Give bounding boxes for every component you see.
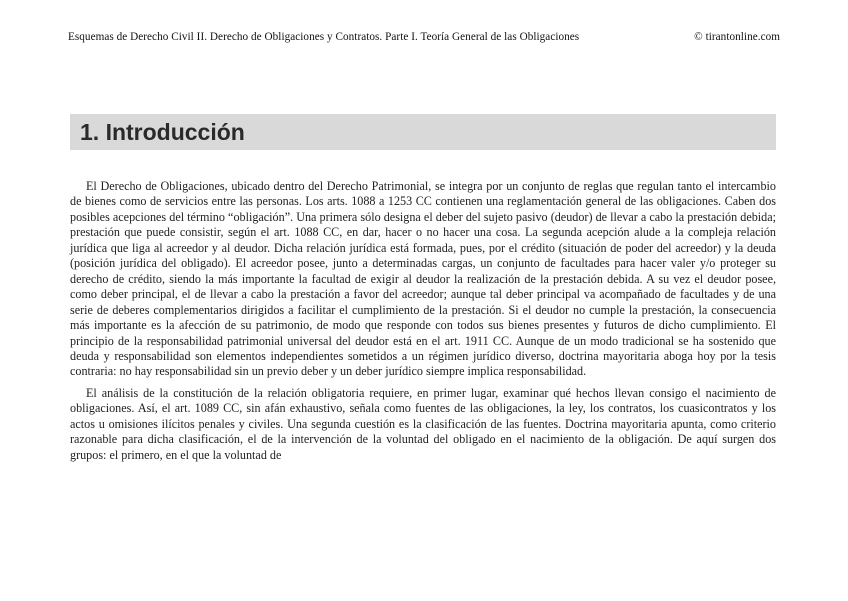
section-heading-band	[70, 114, 776, 150]
running-header	[68, 31, 780, 43]
paragraph: El análisis de la constitución de la relación obligatoria requiere, en primer lugar, examinar qué hechos llevan consigo el nacimiento de obligaciones. Así, el art. 1089 CC, sin afán exhaustivo, señala como fuentes de las obligaciones, la ley, los contratos, los cuasicontratos y los actos u omisiones ilícitos penales y civiles. Una segunda cuestión es la clasificación de las fuentes. Doctrina mayoritaria apunta, como criterio razonable para dicha clasificación, el de la intervención de la voluntad del obligado en el nacimiento de la obligación. De aquí surgen dos grupos: el primero, en el que la voluntad de	[70, 385, 776, 462]
section-title: 1. Introducción	[80, 119, 245, 145]
paragraph: El Derecho de Obligaciones, ubicado dentro del Derecho Patrimonial, se integra por un conjunto de reglas que regulan tanto el intercambio de bienes como de servicios entre las personas. Los arts. 1088 a 1253 CC contienen una reglamentación general de las obligaciones. Caben dos posibles acepciones del término “obligación”. Una primera sólo designa el deber del sujeto pasivo (deudor) de llevar a cabo la prestación debida; prestación que puede consistir, según el art. 1088 CC, en dar, hacer o no hacer una cosa. La segunda acepción alude a la compleja relación jurídica que liga al acreedor y al deudor. Dicha relación jurídica está formada, pues, por el crédito (situación de poder del acreedor) y la deuda (posición jurídica del obligado). El acreedor posee, junto a determinadas cargas, un conjunto de facultades para hacer valer y/o proteger su derecho de crédito, siendo la más importante la facultad de exigir al deudor la realización de la prestación debida. A su vez el deudor posee, como deber principal, el de llevar a cabo la prestación a favor del acreedor; aunque tal deber principal va acompañado de facultades y de una serie de deberes complementarios dirigidos a facilitar el cumplimiento de la prestación. Si el deudor no cumple la prestación, la consecuencia más importante es la afección de su patrimonio, de modo que responde con todos sus bienes presentes y futuros de dicho cumplimiento. El principio de la responsabilidad patrimonial universal del deudor está en el art. 1911 CC. Aunque de un modo tradicional se ha sostenido que deuda y responsabilidad son elementos independientes sometidos a un régimen jurídico diverso, doctrina mayoritaria aboga hoy por la tesis contraria: no hay responsabilidad sin un previo deber y un deber jurídico siempre implica responsabilidad.	[70, 179, 776, 379]
book-title: Esquemas de Derecho Civil II. Derecho de Obligaciones y Contratos. Parte I. Teoría General de las Obligaciones	[68, 31, 580, 43]
publisher-credit: © tirantonline.com	[694, 31, 780, 43]
body-text	[70, 179, 776, 463]
